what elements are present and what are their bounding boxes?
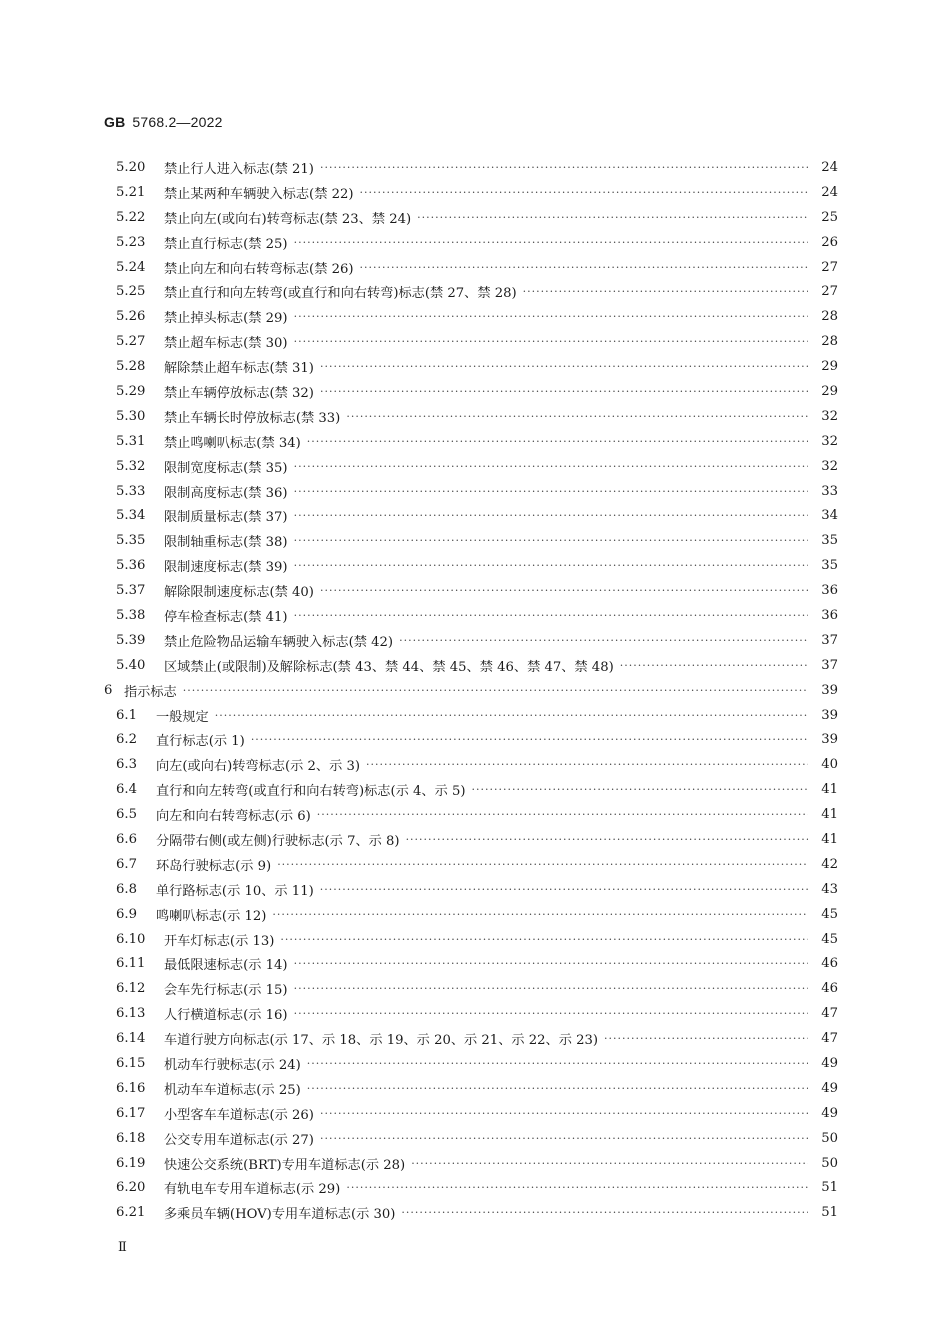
toc-entry-number: 6.13 xyxy=(116,1006,146,1022)
table-of-contents xyxy=(104,155,838,1225)
toc-entry[interactable] xyxy=(104,379,838,404)
toc-entry-title: 直行和向左转弯(或直行和向右转弯)标志(示 4、示 5) xyxy=(156,784,466,800)
toc-entry[interactable] xyxy=(104,155,838,180)
toc-dot-leader xyxy=(307,1057,808,1070)
toc-entry[interactable] xyxy=(104,329,838,354)
toc-dot-leader xyxy=(294,957,808,970)
toc-entry-title: 禁止行人进入标志(禁 21) xyxy=(164,161,314,177)
toc-entry-title: 有轨电车专用车道标志(示 29) xyxy=(164,1182,341,1198)
toc-dot-leader xyxy=(294,460,808,473)
toc-entry-page: 29 xyxy=(821,359,838,375)
toc-dot-leader xyxy=(620,659,808,672)
toc-entry-number: 5.29 xyxy=(116,383,146,399)
toc-entry[interactable] xyxy=(104,553,838,578)
toc-entry-number: 5.27 xyxy=(116,334,146,350)
toc-entry-title: 禁止直行标志(禁 25) xyxy=(164,236,288,252)
toc-entry-title: 人行横道标志(示 16) xyxy=(164,1008,288,1024)
toc-entry-title: 禁止鸣喇叭标志(禁 34) xyxy=(164,435,301,451)
toc-entry[interactable] xyxy=(104,678,838,703)
toc-dot-leader xyxy=(411,1157,808,1170)
toc-entry-title: 最低限速标志(示 14) xyxy=(164,958,288,974)
toc-entry-number: 5.30 xyxy=(116,408,146,424)
toc-entry[interactable] xyxy=(104,852,838,877)
toc-dot-leader xyxy=(272,908,808,921)
toc-entry[interactable] xyxy=(104,180,838,205)
toc-entry-title: 指示标志 xyxy=(124,684,177,700)
toc-entry-page: 41 xyxy=(821,831,838,847)
toc-entry[interactable] xyxy=(104,578,838,603)
toc-entry-page: 50 xyxy=(821,1130,838,1146)
toc-entry-title: 环岛行驶标志(示 9) xyxy=(156,858,272,874)
toc-dot-leader xyxy=(360,261,808,274)
document-header xyxy=(104,114,223,130)
toc-entry-title: 停车检查标志(禁 41) xyxy=(164,609,288,625)
toc-entry-number: 5.21 xyxy=(116,184,146,200)
toc-dot-leader xyxy=(346,1181,808,1194)
toc-dot-leader xyxy=(251,733,808,746)
toc-entry[interactable] xyxy=(104,1151,838,1176)
toc-entry-page: 35 xyxy=(821,533,838,549)
toc-dot-leader xyxy=(346,410,808,423)
toc-dot-leader xyxy=(307,435,808,448)
toc-entry-number: 6.11 xyxy=(116,956,146,972)
toc-entry[interactable] xyxy=(104,777,838,802)
toc-dot-leader xyxy=(294,236,808,249)
toc-entry-number: 6.4 xyxy=(116,782,137,798)
toc-entry-number: 6.6 xyxy=(116,831,137,847)
toc-entry-page: 45 xyxy=(821,906,838,922)
toc-dot-leader xyxy=(360,186,808,199)
toc-entry-page: 40 xyxy=(821,757,838,773)
toc-entry-number: 6.10 xyxy=(116,931,146,947)
toc-entry-page: 27 xyxy=(821,259,838,275)
toc-dot-leader xyxy=(604,1032,808,1045)
toc-entry-page: 47 xyxy=(821,1006,838,1022)
toc-entry-page: 49 xyxy=(821,1056,838,1071)
toc-entry-page: 46 xyxy=(821,981,838,997)
toc-entry-page: 25 xyxy=(821,209,838,225)
toc-entry[interactable] xyxy=(104,727,838,752)
toc-entry-number: 6.2 xyxy=(116,732,137,748)
toc-entry-number: 6.7 xyxy=(116,856,137,872)
toc-entry-page: 45 xyxy=(821,931,838,947)
toc-entry-number: 6.20 xyxy=(116,1180,146,1196)
toc-entry-title: 禁止掉头标志(禁 29) xyxy=(164,311,288,327)
toc-entry-title: 小型客车车道标志(示 26) xyxy=(164,1107,314,1123)
toc-entry[interactable] xyxy=(104,354,838,379)
toc-entry-page: 49 xyxy=(821,1105,838,1121)
toc-entry[interactable] xyxy=(104,304,838,329)
standard-code: GB xyxy=(104,114,126,130)
toc-entry-title: 限制宽度标志(禁 35) xyxy=(164,460,288,476)
toc-entry[interactable] xyxy=(104,1101,838,1126)
toc-dot-leader xyxy=(294,509,808,522)
toc-entry[interactable] xyxy=(104,603,838,628)
toc-dot-leader xyxy=(294,982,808,995)
toc-entry[interactable] xyxy=(104,976,838,1001)
toc-entry-page: 41 xyxy=(821,807,838,823)
toc-entry-page: 36 xyxy=(821,607,838,623)
toc-dot-leader xyxy=(320,161,808,174)
toc-dot-leader xyxy=(523,285,808,298)
toc-dot-leader xyxy=(277,858,808,871)
toc-entry-number: 5.23 xyxy=(116,234,146,250)
toc-dot-leader xyxy=(472,783,809,796)
toc-dot-leader xyxy=(320,1107,808,1120)
toc-entry[interactable] xyxy=(104,205,838,230)
toc-entry[interactable] xyxy=(104,802,838,827)
toc-dot-leader xyxy=(320,1132,808,1145)
toc-dot-leader xyxy=(399,634,808,647)
toc-entry-page: 50 xyxy=(821,1155,838,1171)
toc-dot-leader xyxy=(417,211,808,224)
toc-entry-page: 32 xyxy=(821,408,838,424)
toc-entry-title: 开车灯标志(示 13) xyxy=(164,933,275,949)
toc-entry-page: 37 xyxy=(821,657,838,673)
toc-entry-title: 禁止直行和向左转弯(或直行和向右转弯)标志(禁 27、禁 28) xyxy=(164,286,517,302)
toc-entry-number: 6.14 xyxy=(116,1031,146,1047)
toc-entry-number: 6.8 xyxy=(116,881,137,897)
toc-entry-number: 6.1 xyxy=(116,707,137,723)
toc-entry-number: 6.3 xyxy=(116,757,137,773)
toc-entry[interactable] xyxy=(104,503,838,528)
toc-entry[interactable] xyxy=(104,827,838,852)
toc-entry-title: 限制速度标志(禁 39) xyxy=(164,560,288,576)
page-number: Ⅱ xyxy=(118,1240,127,1255)
toc-entry[interactable] xyxy=(104,1026,838,1051)
toc-entry-title: 禁止超车标志(禁 30) xyxy=(164,336,288,352)
toc-dot-leader xyxy=(320,584,808,597)
toc-entry-number: 5.28 xyxy=(116,359,146,375)
toc-entry-number: 5.20 xyxy=(116,159,146,175)
toc-entry-title: 一般规定 xyxy=(156,709,209,725)
toc-entry-page: 51 xyxy=(821,1180,838,1196)
toc-entry-page: 42 xyxy=(821,856,838,872)
toc-entry-title: 限制质量标志(禁 37) xyxy=(164,510,288,526)
toc-dot-leader xyxy=(215,709,808,722)
toc-entry-title: 车道行驶方向标志(示 17、示 18、示 19、示 20、示 21、示 22、示 23) xyxy=(164,1033,599,1049)
toc-entry-title: 禁止向左(或向右)转弯标志(禁 23、禁 24) xyxy=(164,211,412,227)
toc-entry-number: 6.17 xyxy=(116,1105,146,1121)
toc-entry[interactable] xyxy=(104,902,838,927)
toc-dot-leader xyxy=(294,485,808,498)
toc-dot-leader xyxy=(280,933,808,946)
toc-entry-number: 6.16 xyxy=(116,1080,146,1096)
toc-entry-number: 6.12 xyxy=(116,981,146,997)
toc-entry[interactable] xyxy=(104,1001,838,1026)
toc-entry-number: 6.18 xyxy=(116,1130,146,1146)
toc-entry-number: 6.9 xyxy=(116,906,137,922)
toc-entry-title: 向左和向右转弯标志(示 6) xyxy=(156,809,311,825)
toc-entry-page: 24 xyxy=(821,184,838,200)
toc-entry[interactable] xyxy=(104,653,838,678)
toc-dot-leader xyxy=(294,1007,808,1020)
toc-entry[interactable] xyxy=(104,230,838,255)
toc-entry-page: 39 xyxy=(821,732,838,748)
toc-entry-title: 直行标志(示 1) xyxy=(156,734,245,750)
toc-entry-title: 机动车行驶标志(示 24) xyxy=(164,1058,301,1073)
toc-entry-number: 5.40 xyxy=(116,657,146,673)
toc-entry[interactable] xyxy=(104,1176,838,1201)
toc-entry[interactable] xyxy=(104,752,838,777)
toc-entry-page: 26 xyxy=(821,234,838,250)
toc-dot-leader xyxy=(401,1206,808,1219)
toc-entry-title: 解除限制速度标志(禁 40) xyxy=(164,585,314,601)
toc-entry-page: 32 xyxy=(821,458,838,474)
toc-entry-title: 机动车车道标志(示 25) xyxy=(164,1082,301,1098)
toc-entry[interactable] xyxy=(104,927,838,952)
toc-dot-leader xyxy=(317,808,808,821)
toc-entry-number: 6.21 xyxy=(116,1205,146,1221)
toc-dot-leader xyxy=(294,310,808,323)
toc-entry-title: 鸣喇叭标志(示 12) xyxy=(156,908,267,924)
toc-entry-page: 47 xyxy=(821,1031,838,1047)
toc-entry[interactable] xyxy=(104,1076,838,1101)
toc-entry[interactable] xyxy=(104,279,838,304)
toc-entry-number: 5.35 xyxy=(116,533,146,549)
toc-entry-page: 49 xyxy=(821,1080,838,1096)
toc-entry-number: 5.22 xyxy=(116,209,146,225)
toc-entry[interactable] xyxy=(104,429,838,454)
toc-entry[interactable] xyxy=(104,1200,838,1225)
toc-entry-number: 6.5 xyxy=(116,807,137,823)
toc-entry-page: 43 xyxy=(821,881,838,897)
toc-entry-page: 28 xyxy=(821,309,838,325)
toc-entry-page: 27 xyxy=(821,284,838,300)
toc-entry-title: 会车先行标志(示 15) xyxy=(164,983,288,999)
toc-entry-page: 51 xyxy=(821,1205,838,1221)
toc-entry-title: 公交专用车道标志(示 27) xyxy=(164,1132,314,1148)
toc-dot-leader xyxy=(406,833,808,846)
toc-entry-number: 5.38 xyxy=(116,607,146,623)
toc-entry[interactable] xyxy=(104,1051,838,1076)
toc-entry-title: 限制轴重标志(禁 38) xyxy=(164,535,288,551)
toc-dot-leader xyxy=(294,609,808,622)
toc-entry-number: 5.26 xyxy=(116,309,146,325)
toc-entry[interactable] xyxy=(104,877,838,902)
toc-entry-page: 35 xyxy=(821,558,838,574)
toc-dot-leader xyxy=(294,559,808,572)
toc-entry-number: 5.31 xyxy=(116,433,146,449)
toc-entry-title: 禁止危险物品运输车辆驶入标志(禁 42) xyxy=(164,634,394,650)
toc-entry-title: 分隔带右侧(或左侧)行驶标志(示 7、示 8) xyxy=(156,833,400,849)
toc-dot-leader xyxy=(183,684,808,697)
toc-entry-number: 6.15 xyxy=(116,1056,146,1071)
toc-entry-title: 禁止向左和向右转弯标志(禁 26) xyxy=(164,261,354,277)
toc-entry-number: 5.32 xyxy=(116,458,146,474)
toc-dot-leader xyxy=(294,335,808,348)
toc-dot-leader xyxy=(320,360,808,373)
toc-entry-page: 34 xyxy=(821,508,838,524)
toc-entry-title: 禁止某两种车辆驶入标志(禁 22) xyxy=(164,186,354,202)
toc-entry-number: 5.39 xyxy=(116,632,146,648)
toc-entry-page: 36 xyxy=(821,583,838,599)
toc-entry[interactable] xyxy=(104,454,838,479)
toc-entry[interactable] xyxy=(104,1126,838,1151)
toc-entry-number: 5.24 xyxy=(116,259,146,275)
toc-entry-number: 5.37 xyxy=(116,583,146,599)
toc-entry-number: 5.33 xyxy=(116,483,146,499)
toc-entry-page: 24 xyxy=(821,159,838,175)
toc-dot-leader xyxy=(320,385,808,398)
toc-entry-page: 28 xyxy=(821,334,838,350)
toc-entry[interactable] xyxy=(104,479,838,504)
toc-entry[interactable] xyxy=(104,528,838,553)
toc-entry-number: 5.34 xyxy=(116,508,146,524)
toc-dot-leader xyxy=(294,534,808,547)
toc-entry[interactable] xyxy=(104,628,838,653)
toc-entry-page: 29 xyxy=(821,383,838,399)
toc-entry-page: 37 xyxy=(821,632,838,648)
toc-entry-title: 区域禁止(或限制)及解除标志(禁 43、禁 44、禁 45、禁 46、禁 47、禁 48) xyxy=(164,659,614,675)
toc-entry-page: 32 xyxy=(821,433,838,449)
toc-entry-title: 禁止车辆停放标志(禁 32) xyxy=(164,385,314,401)
toc-entry-page: 33 xyxy=(821,483,838,499)
toc-entry-page: 39 xyxy=(821,682,838,698)
toc-entry[interactable] xyxy=(104,703,838,728)
toc-dot-leader xyxy=(366,758,808,771)
standard-number: 5768.2—2022 xyxy=(132,114,223,130)
toc-entry-number: 5.25 xyxy=(116,284,146,300)
toc-entry[interactable] xyxy=(104,255,838,280)
toc-entry-number: 6.19 xyxy=(116,1155,146,1171)
toc-entry-page: 46 xyxy=(821,956,838,972)
toc-entry-page: 39 xyxy=(821,707,838,723)
toc-entry-title: 解除禁止超车标志(禁 31) xyxy=(164,361,314,377)
toc-dot-leader xyxy=(320,883,808,896)
toc-entry-title: 向左(或向右)转弯标志(示 2、示 3) xyxy=(156,759,360,775)
toc-entry-title: 单行路标志(示 10、示 11) xyxy=(156,883,314,899)
toc-entry-number: 5.36 xyxy=(116,558,146,574)
toc-dot-leader xyxy=(307,1082,808,1095)
toc-entry-title: 快速公交系统(BRT)专用车道标志(示 28) xyxy=(164,1157,406,1173)
toc-entry[interactable] xyxy=(104,404,838,429)
toc-entry[interactable] xyxy=(104,952,838,977)
toc-entry-number: 6 xyxy=(104,682,113,698)
toc-entry-title: 多乘员车辆(HOV)专用车道标志(示 30) xyxy=(164,1207,396,1223)
toc-entry-page: 41 xyxy=(821,782,838,798)
toc-entry-title: 限制高度标志(禁 36) xyxy=(164,485,288,501)
toc-entry-title: 禁止车辆长时停放标志(禁 33) xyxy=(164,410,341,426)
